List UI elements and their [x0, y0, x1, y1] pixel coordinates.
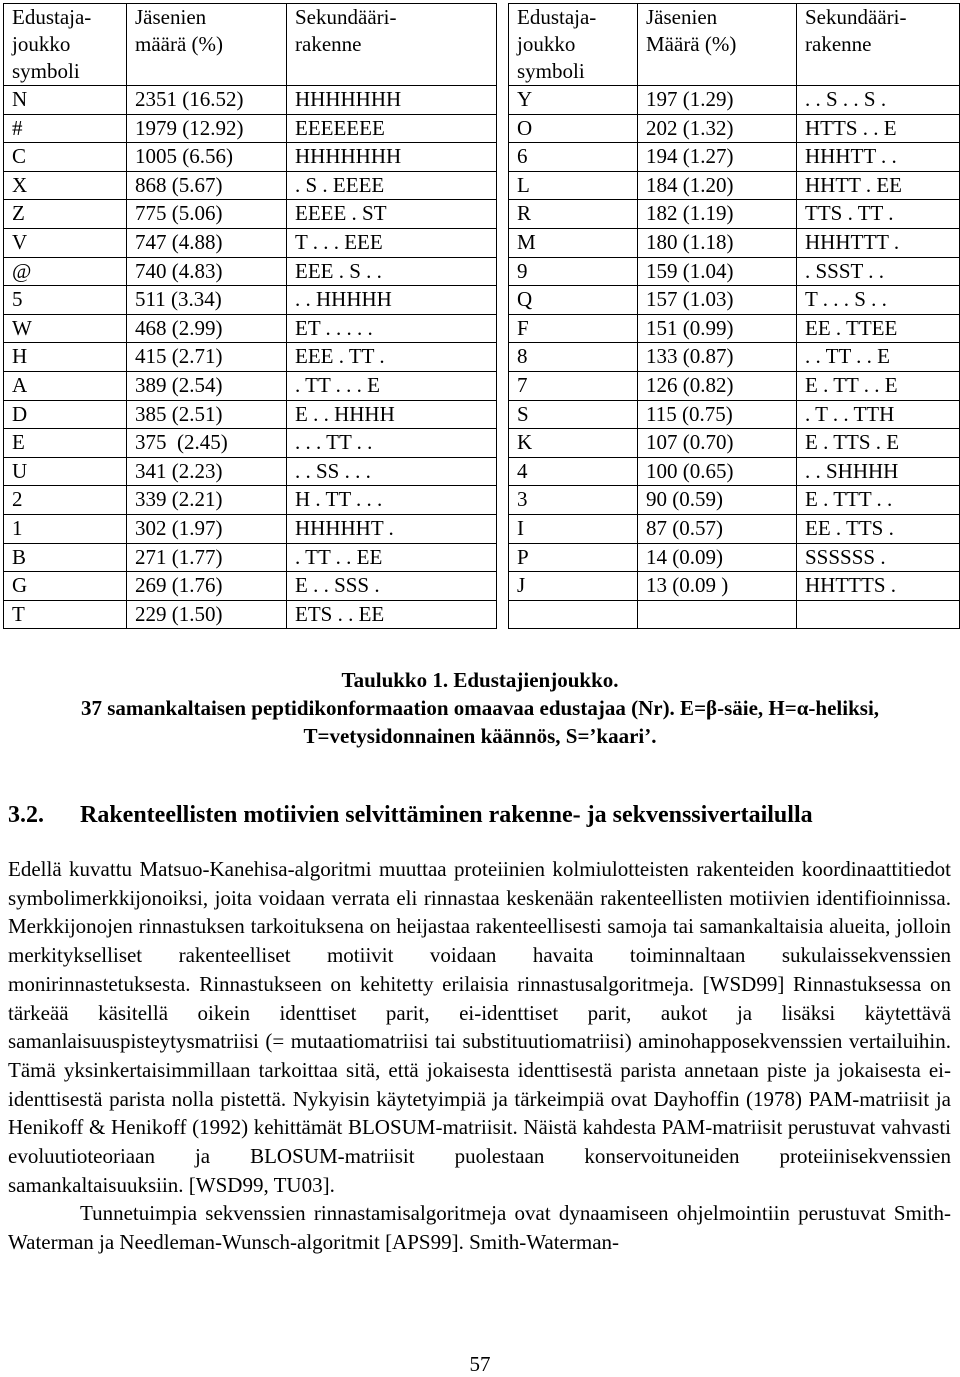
table-row	[509, 572, 960, 601]
symbol-cell: A	[4, 371, 127, 400]
table-row	[509, 400, 960, 429]
table-row	[4, 171, 497, 200]
symbol-cell: 3	[509, 486, 638, 515]
symbol-cell: H	[4, 343, 127, 372]
count-cell: 182 (1.19)	[638, 200, 797, 229]
symbol-cell: #	[4, 114, 127, 143]
symbol-cell: Q	[509, 286, 638, 315]
table-row	[4, 257, 497, 286]
column-header: Sekundääri- rakenne	[797, 4, 960, 86]
structure-cell: E . . HHHH	[287, 400, 497, 429]
section-number: 3.2.	[8, 802, 44, 828]
structure-cell: EEEE . ST	[287, 200, 497, 229]
count-cell: 775 (5.06)	[127, 200, 287, 229]
count-cell: 194 (1.27)	[638, 143, 797, 172]
symbol-cell: X	[4, 171, 127, 200]
symbol-cell: 7	[509, 371, 638, 400]
structure-cell: HHHHHHH	[287, 86, 497, 115]
count-cell: 740 (4.83)	[127, 257, 287, 286]
count-cell: 385 (2.51)	[127, 400, 287, 429]
structure-cell: H . TT . . .	[287, 486, 497, 515]
section-heading	[8, 802, 813, 829]
symbol-cell: V	[4, 228, 127, 257]
structure-cell: HHTT . EE	[797, 171, 960, 200]
structure-cell: EEE . TT .	[287, 343, 497, 372]
structure-cell: ETS . . EE	[287, 600, 497, 629]
table-right	[508, 3, 960, 629]
caption-line-2: 37 samankaltaisen peptidikonformaation omaavaa edustajaa (Nr). E=β-säie, H=α-heliksi,	[80, 696, 880, 720]
structure-cell: E . TTT . .	[797, 486, 960, 515]
structure-cell: . . TT . . E	[797, 343, 960, 372]
symbol-cell: G	[4, 572, 127, 601]
table-header-row	[4, 4, 497, 86]
count-cell: 1005 (6.56)	[127, 143, 287, 172]
column-header: Edustaja- joukko symboli	[509, 4, 638, 86]
structure-cell: . TT . . . E	[287, 371, 497, 400]
structure-cell: HHTTTS .	[797, 572, 960, 601]
structure-cell: T . . . EEE	[287, 228, 497, 257]
table-row	[4, 457, 497, 486]
symbol-cell: @	[4, 257, 127, 286]
structure-cell: SSSSSS .	[797, 543, 960, 572]
table-row	[4, 514, 497, 543]
count-cell: 375 (2.45)	[127, 429, 287, 458]
count-cell: 184 (1.20)	[638, 171, 797, 200]
symbol-cell: K	[509, 429, 638, 458]
symbol-cell: P	[509, 543, 638, 572]
structure-cell: . . . TT . .	[287, 429, 497, 458]
symbol-cell: D	[4, 400, 127, 429]
count-cell: 13 (0.09 )	[638, 572, 797, 601]
structure-cell: . . S . . S .	[797, 86, 960, 115]
body-text	[8, 855, 951, 1257]
structure-cell: HHHHHT .	[287, 514, 497, 543]
column-header: Sekundääri- rakenne	[287, 4, 497, 86]
symbol-cell: S	[509, 400, 638, 429]
structure-cell: T . . . S . .	[797, 286, 960, 315]
symbol-cell: C	[4, 143, 127, 172]
table-row	[509, 286, 960, 315]
table-row	[4, 286, 497, 315]
table-row	[509, 457, 960, 486]
table-row	[4, 143, 497, 172]
table-row	[4, 114, 497, 143]
structure-cell: EEEEEEE	[287, 114, 497, 143]
table-row	[4, 400, 497, 429]
symbol-cell: E	[4, 429, 127, 458]
symbol-cell: 2	[4, 486, 127, 515]
symbol-cell: 5	[4, 286, 127, 315]
table-row	[4, 600, 497, 629]
structure-cell: ET . . . . .	[287, 314, 497, 343]
structure-cell: E . TT . . E	[797, 371, 960, 400]
table-row	[509, 600, 960, 629]
paragraph-1: Edellä kuvattu Matsuo-Kanehisa-algoritmi muuttaa proteiinien kolmiulotteisten rakenteiden koordinaattitiedot symbolimerkkijonoiksi, joita voidaan verrata eli rinnastaa keskenään rakenteellisten motiivien identifioinnissa. Merkkijonojen rinnastuksen tarkoituksena on heijastaa rakenteellisesti samoja tai samankaltaisia alueita, jolloin merkitykselliset rakenteelliset motiivit voidaan havaita toiminnaltaan sukulaissekvenssien monirinnastetuksesta. Rinnastukseen on kehitetty erilaisia rinnastusalgoritmeja. [WSD99] Rinnastuksessa on tärkeää käsitellä oikein identtiset parit, ei-identtiset parit, aukot ja lisäksi käytettävä samanlaisuuspisteytysmatriisi (= mutaatiomatriisi tai substituutiomatriisi) aminohapposekvenssien vertailuihin. Tämä yksinkertaisimmillaan tarkoittaa sitä, että jokaisesta identtisestä parista annetaan piste ja jokaisesta ei-identtisestä parista nolla pistettä. Nykyisin käytetyimpiä ja tärkeimpiä ovat Dayhoffin (1978) PAM-matriisit ja Henikoff & Henikoff (1992) kehittämät BLOSUM-matriisit. Näistä kahdesta PAM-matriisit perustuvat vahvasti evoluutioteoriaan ja BLOSUM-matriisit puolestaan konservoituneiden proteiinisekvenssien samankaltaisuuksiin. [WSD99, TU03].	[8, 857, 951, 1197]
count-cell: 100 (0.65)	[638, 457, 797, 486]
structure-cell: . . HHHHH	[287, 286, 497, 315]
count-cell: 197 (1.29)	[638, 86, 797, 115]
table-row	[509, 86, 960, 115]
count-cell: 868 (5.67)	[127, 171, 287, 200]
table-row	[509, 257, 960, 286]
symbol-cell: I	[509, 514, 638, 543]
symbol-cell: L	[509, 171, 638, 200]
table-row	[509, 343, 960, 372]
count-cell: 1979 (12.92)	[127, 114, 287, 143]
count-cell: 157 (1.03)	[638, 286, 797, 315]
section-title: Rakenteellisten motiivien selvittäminen rakenne- ja sekvenssivertailulla	[80, 802, 813, 828]
count-cell: 14 (0.09)	[638, 543, 797, 572]
structure-cell: EEE . S . .	[287, 257, 497, 286]
table-row	[509, 314, 960, 343]
table-row	[509, 543, 960, 572]
table-row	[509, 114, 960, 143]
symbol-cell: 8	[509, 343, 638, 372]
count-cell: 468 (2.99)	[127, 314, 287, 343]
structure-cell: HHHTTT .	[797, 228, 960, 257]
table-row	[4, 314, 497, 343]
structure-cell: EE . TTEE	[797, 314, 960, 343]
count-cell: 115 (0.75)	[638, 400, 797, 429]
symbol-cell	[509, 600, 638, 629]
count-cell: 389 (2.54)	[127, 371, 287, 400]
structure-cell: HTTS . . E	[797, 114, 960, 143]
table-row	[4, 572, 497, 601]
column-header: Jäsenien määrä (%)	[127, 4, 287, 86]
count-cell: 180 (1.18)	[638, 228, 797, 257]
table-left	[3, 3, 497, 629]
count-cell: 271 (1.77)	[127, 543, 287, 572]
table-row	[509, 514, 960, 543]
table-row	[509, 171, 960, 200]
structure-cell: . T . . TTH	[797, 400, 960, 429]
table-row	[4, 371, 497, 400]
table-row	[509, 228, 960, 257]
symbol-cell: T	[4, 600, 127, 629]
table-row	[4, 429, 497, 458]
table-row	[509, 486, 960, 515]
count-cell: 87 (0.57)	[638, 514, 797, 543]
structure-cell: EE . TTS .	[797, 514, 960, 543]
table-row	[4, 228, 497, 257]
structure-cell: TTS . TT .	[797, 200, 960, 229]
table-row	[509, 371, 960, 400]
table-row	[509, 143, 960, 172]
symbol-cell: W	[4, 314, 127, 343]
symbol-cell: 1	[4, 514, 127, 543]
structure-cell: E . . SSS .	[287, 572, 497, 601]
structure-cell: . TT . . EE	[287, 543, 497, 572]
structure-cell: E . TTS . E	[797, 429, 960, 458]
table-row	[4, 86, 497, 115]
table-row	[509, 200, 960, 229]
caption-line-1: Taulukko 1. Edustajienjoukko.	[341, 668, 619, 692]
count-cell: 341 (2.23)	[127, 457, 287, 486]
symbol-cell: 4	[509, 457, 638, 486]
symbol-cell: B	[4, 543, 127, 572]
structure-cell	[797, 600, 960, 629]
count-cell: 511 (3.34)	[127, 286, 287, 315]
table-row	[509, 429, 960, 458]
count-cell: 302 (1.97)	[127, 514, 287, 543]
symbol-cell: M	[509, 228, 638, 257]
column-header: Edustaja- joukko symboli	[4, 4, 127, 86]
table-row	[4, 543, 497, 572]
caption-line-3: T=vetysidonnainen käännös, S=’kaari’.	[303, 724, 657, 748]
count-cell: 2351 (16.52)	[127, 86, 287, 115]
count-cell: 202 (1.32)	[638, 114, 797, 143]
structure-cell: . S . EEEE	[287, 171, 497, 200]
table-row	[4, 343, 497, 372]
count-cell: 747 (4.88)	[127, 228, 287, 257]
count-cell: 133 (0.87)	[638, 343, 797, 372]
table-row	[4, 486, 497, 515]
structure-cell: . . SS . . .	[287, 457, 497, 486]
symbol-cell: J	[509, 572, 638, 601]
count-cell: 159 (1.04)	[638, 257, 797, 286]
page-number: 57	[469, 1352, 491, 1376]
structure-cell: HHHHHHH	[287, 143, 497, 172]
symbol-cell: N	[4, 86, 127, 115]
symbol-cell: O	[509, 114, 638, 143]
table-header-row	[509, 4, 960, 86]
column-header: Jäsenien Määrä (%)	[638, 4, 797, 86]
symbol-cell: F	[509, 314, 638, 343]
symbol-cell: Y	[509, 86, 638, 115]
structure-cell: . . SHHHH	[797, 457, 960, 486]
count-cell: 269 (1.76)	[127, 572, 287, 601]
count-cell: 415 (2.71)	[127, 343, 287, 372]
structure-cell: HHHTT . .	[797, 143, 960, 172]
count-cell: 107 (0.70)	[638, 429, 797, 458]
count-cell: 339 (2.21)	[127, 486, 287, 515]
count-cell: 151 (0.99)	[638, 314, 797, 343]
table-row	[4, 200, 497, 229]
count-cell: 229 (1.50)	[127, 600, 287, 629]
symbol-cell: 9	[509, 257, 638, 286]
count-cell	[638, 600, 797, 629]
symbol-cell: 6	[509, 143, 638, 172]
count-cell: 126 (0.82)	[638, 371, 797, 400]
symbol-cell: U	[4, 457, 127, 486]
count-cell: 90 (0.59)	[638, 486, 797, 515]
symbol-cell: Z	[4, 200, 127, 229]
paragraph-2: Tunnetuimpia sekvenssien rinnastamisalgoritmeja ovat dynaamiseen ohjelmointiin perustuvat Smith-Waterman ja Needleman-Wunsch-algoritmit [APS99]. Smith-Waterman-	[8, 1201, 951, 1255]
structure-cell: . SSST . .	[797, 257, 960, 286]
symbol-cell: R	[509, 200, 638, 229]
